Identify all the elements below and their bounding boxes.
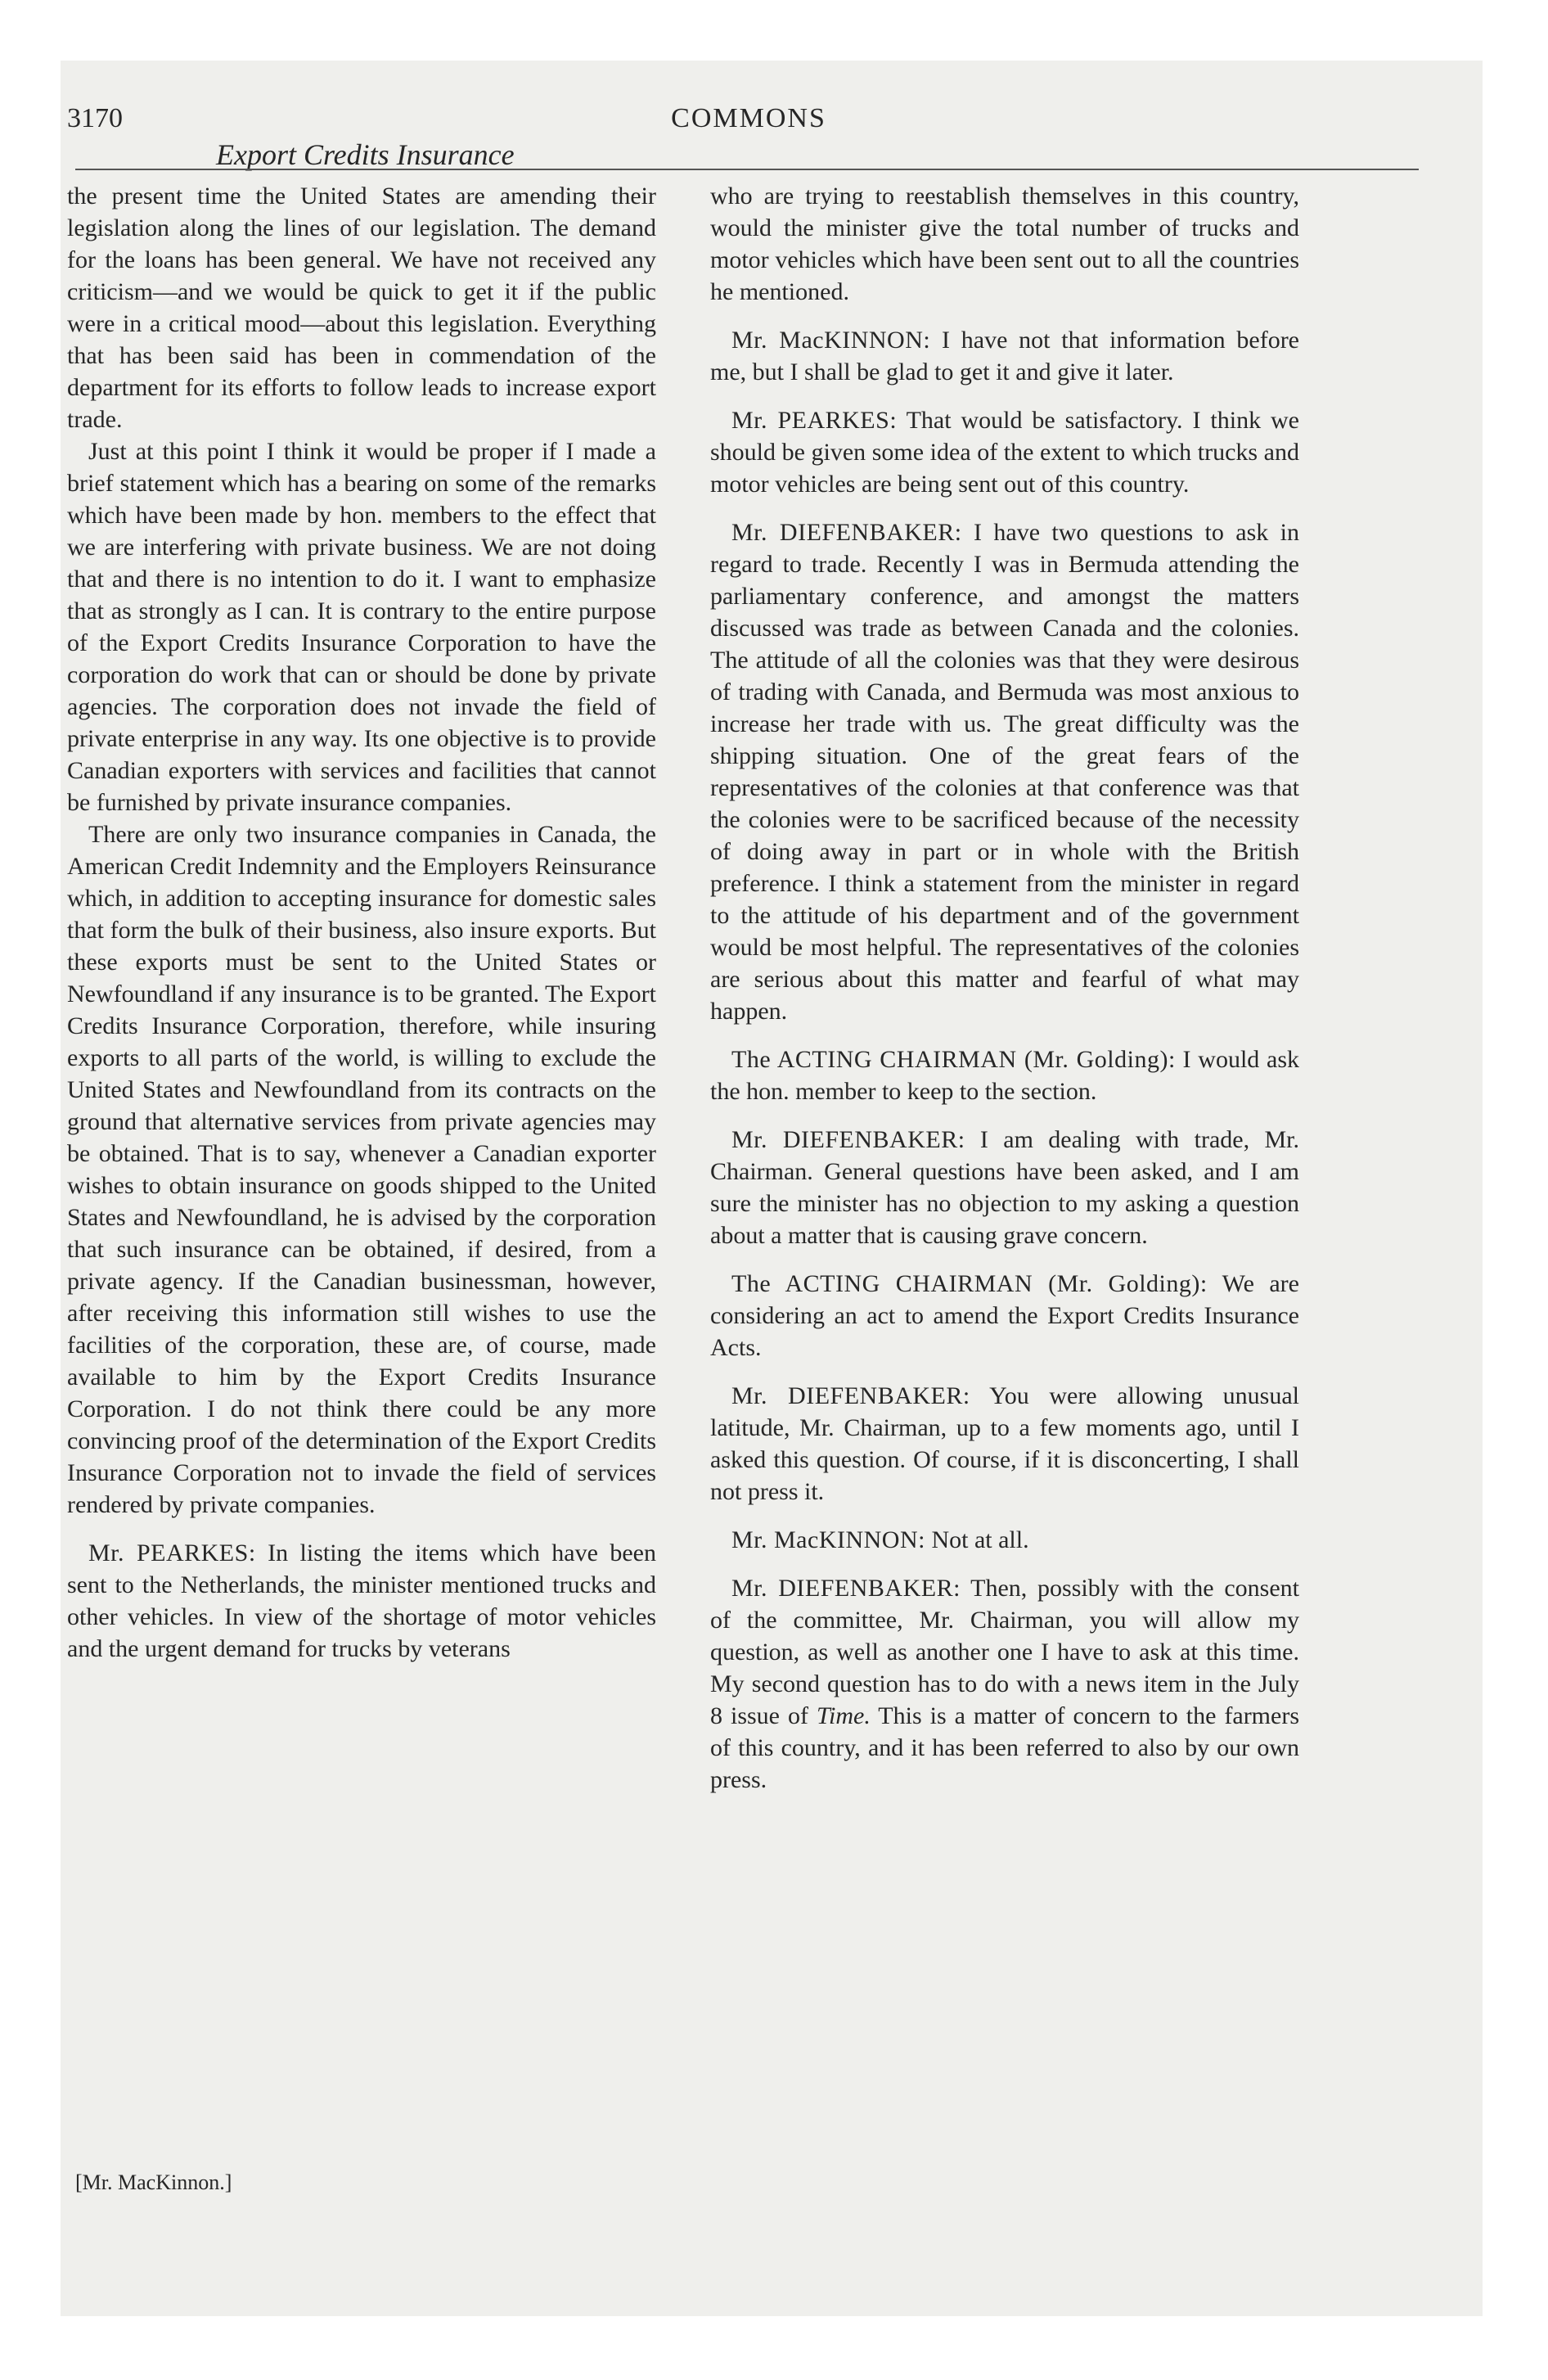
chamber-heading: COMMONS [671,103,826,133]
speaker-name: Mr. MacKINNON: [731,1526,925,1553]
speaker-name: Mr. DIEFENBAKER: [731,1382,970,1409]
speech-text: That would be satisfactory. I think we should be given some idea of the extent to which trucks and motor vehicles are being sent out of this country. [710,407,1299,498]
speech-paragraph [67,1537,656,1665]
speech-text: I have two questions to ask in regard to trade. Recently I was in Bermuda attending the parliamentary conference, and amongst the matters discussed was trade as between Canada and the colonies. The attitude of all the colonies was that they were desirous of trading with Canada, and Bermuda was most anxious to increase her trade with us. The great difficulty was the shipping situation. One of the great fears of the representatives of the colonies at that conference was that the colonies were to be sacrificed because of the necessity of doing away in part or in whole with the British preference. I think a statement from the minister in regard to the attitude of his department and of the government would be most helpful. The representatives of the colonies are serious about this matter and fearful of what may happen. [710,519,1299,1025]
page-number: 3170 [67,103,123,133]
section-title: Export Credits Insurance [216,138,515,171]
speaker-name: Mr. MacKINNON: [731,327,931,354]
speaker-name: The ACTING CHAIRMAN (Mr. Golding): [731,1046,1176,1073]
speaker-name: The ACTING CHAIRMAN (Mr. Golding): [731,1270,1208,1297]
speech-paragraph [710,516,1299,1027]
right-column [710,180,1299,1796]
speech-paragraph [710,1572,1299,1796]
speech-text: Not at all. [931,1526,1029,1553]
speech-paragraph [710,1524,1299,1556]
speech-paragraph [710,1380,1299,1508]
speech-text: In listing the items which have been sent to the Netherlands, the minister mentioned trucks and other vehicles. In view of the shortage of motor vehicles and the urgent demand for trucks by veterans [67,1539,656,1662]
paragraph: There are only two insurance companies in Canada, the American Credit Indemnity and the Employers Reinsurance which, in addition to accepting insurance for domestic sales that form the bulk of their business, also insure exports. But these exports must be sent to the United States or Newfoundland if any insurance is to be granted. The Export Credits Insurance Corporation, therefore, while insuring exports to all parts of the world, is willing to exclude the United States and Newfoundland from its contracts on the ground that alternative services from private agencies may be obtained. That is to say, whenever a Canadian exporter wishes to obtain insurance on goods shipped to the United States and Newfoundland, he is advised by the corporation that such insurance can be obtained, if desired, from a private agency. If the Canadian businessman, however, after receiving this information still wishes to use the facilities of the corporation, these are, of course, made available to him by the Export Credits Insurance Corporation. I do not think there could be any more convincing proof of the determination of the Export Credits Insurance Corporation not to invade the field of services rendered by private companies. [67,821,656,1518]
paragraph: Just at this point I think it would be proper if I made a brief statement which has a bearing on some of the remarks which have been made by hon. members to the effect that we are interfering with private business. We are not doing that and there is no intention to do it. I want to emphasize that as strongly as I can. It is contrary to the entire purpose of the Export Credits Insurance Corporation to have the corporation do work that can or should be done by private agencies. The corporation does not invade the field of private enterprise in any way. Its one objective is to provide Canadian exporters with services and facilities that cannot be furnished by private insurance companies. [67,438,656,816]
speech-text: This is a matter of concern to the farmers of this country, and it has been referred to also by our own press. [710,1702,1299,1793]
speech-text: I am dealing with trade, Mr. Chairman. General questions have been asked, and I am sure the minister has no objection to my asking a question about a matter that is causing grave concern. [710,1126,1299,1249]
speech-text: Then, possibly with the consent of the committee, Mr. Chairman, you will allow my question, as well as another one I have to ask at this time. My second question has to do with a news item in the July 8 issue of [710,1575,1299,1729]
speaker-name: Mr. DIEFENBAKER: [731,1126,965,1153]
speech-paragraph [710,1044,1299,1107]
speech-text: You were allowing unusual latitude, Mr. Chairman, up to a few moments ago, until I asked this question. Of course, if it is disconcerting, I shall not press it. [710,1382,1299,1505]
speech-text: I have not that information before me, but I shall be glad to get it and give it later. [710,327,1299,385]
header-rule [75,169,1419,170]
speaker-name: Mr. DIEFENBAKER: [731,1575,961,1602]
left-column [67,180,656,1665]
speech-paragraph [710,404,1299,500]
speech-text: We are considering an act to amend the Export Credits Insurance Acts. [710,1270,1299,1361]
speech-paragraph [710,324,1299,388]
speech-paragraph [710,1268,1299,1364]
speaker-name: Mr. PEARKES: [88,1539,256,1566]
paragraph: the present time the United States are amending their legislation along the lines of our legislation. The demand for the loans has been general. We have not received any criticism—and we would be quick to get it if the public were in a critical mood—about this legislation. Everything that has been said has been in commendation of the department for its efforts to follow leads to increase export trade. [67,183,656,433]
speech-paragraph [710,1124,1299,1251]
speaker-name: Mr. PEARKES: [731,407,898,434]
publication-title: Time. [816,1702,871,1729]
paragraph: who are trying to reestablish themselves in this country, would the minister give the total number of trucks and motor vehicles which have been sent out to all the countries he mentioned. [710,183,1299,305]
speech-text: I would ask the hon. member to keep to the section. [710,1046,1300,1105]
speaker-footnote: [Mr. MacKinnon.] [75,2170,232,2194]
speaker-name: Mr. DIEFENBAKER: [731,519,962,546]
